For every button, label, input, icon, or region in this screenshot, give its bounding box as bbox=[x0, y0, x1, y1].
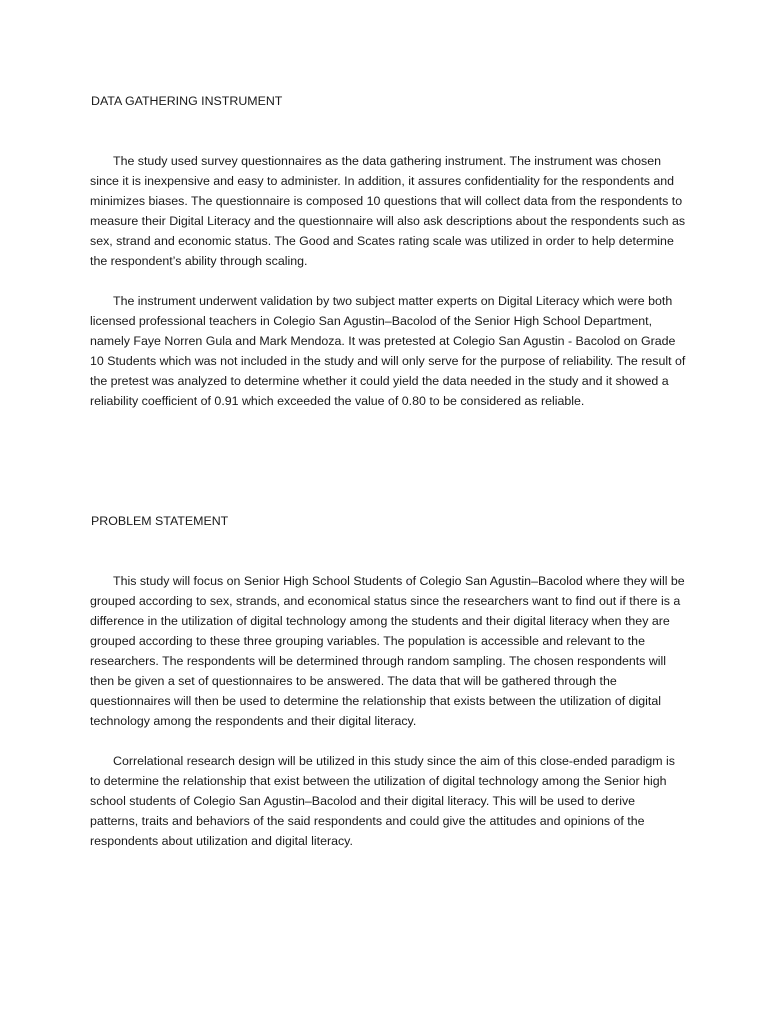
section-heading-data-gathering-instrument: DATA GATHERING INSTRUMENT bbox=[91, 94, 283, 108]
paragraph-correlational-design: Correlational research design will be utilized in this study since the aim of this close-ended paradigm is to determine the relationship that exist between the utilization of digital technology among the Senior high school students of Colegio San Agustin–Bacolod and their digital literacy. This will be used to derive patterns, traits and behaviors of the said respondents and could give the attitudes and opinions of the respondents about utilization and digital literacy. bbox=[90, 754, 675, 848]
paragraph-survey-questionnaires: The study used survey questionnaires as the data gathering instrument. The instrument was chosen since it is inexpensive and easy to administer. In addition, it assures confidentiality for the respondents and minimizes biases. The questionnaire is composed 10 questions that will collect data from the respondents to measure their Digital Literacy and the questionnaire will also ask descriptions about the respondents such as sex, strand and economic status. The Good and Scates rating scale was utilized in order to help determine the respondent’s ability through scaling. bbox=[90, 154, 686, 268]
paragraph-study-focus: This study will focus on Senior High School Students of Colegio San Agustin–Bacolod where they will be grouped according to sex, strands, and economical status since the researchers want to find out if there is a difference in the utilization of digital technology among the students and their digital literacy when they are grouped according to these three grouping variables. The population is accessible and relevant to the researchers. The respondents will be determined through random sampling. The chosen respondents will then be given a set of questionnaires to be answered. The data that will be gathered through the questionnaires will then be used to determine the relationship that exists between the utilization of digital technology among the respondents and their digital literacy. bbox=[90, 574, 685, 728]
section-heading-problem-statement: PROBLEM STATEMENT bbox=[91, 514, 229, 528]
paragraph-instrument-validation: The instrument underwent validation by two subject matter experts on Digital Literacy which were both licensed professional teachers in Colegio San Agustin–Bacolod of the Senior High School Department, namely Faye Norren Gula and Mark Mendoza. It was pretested at Colegio San Agustin - Bacolod on Grade 10 Students which was not included in the study and will only serve for the purpose of reliability. The result of the pretest was analyzed to determine whether it could yield the data needed in the study and it showed a reliability coefficient of 0.91 which exceeded the value of 0.80 to be considered as reliable. bbox=[90, 294, 686, 408]
